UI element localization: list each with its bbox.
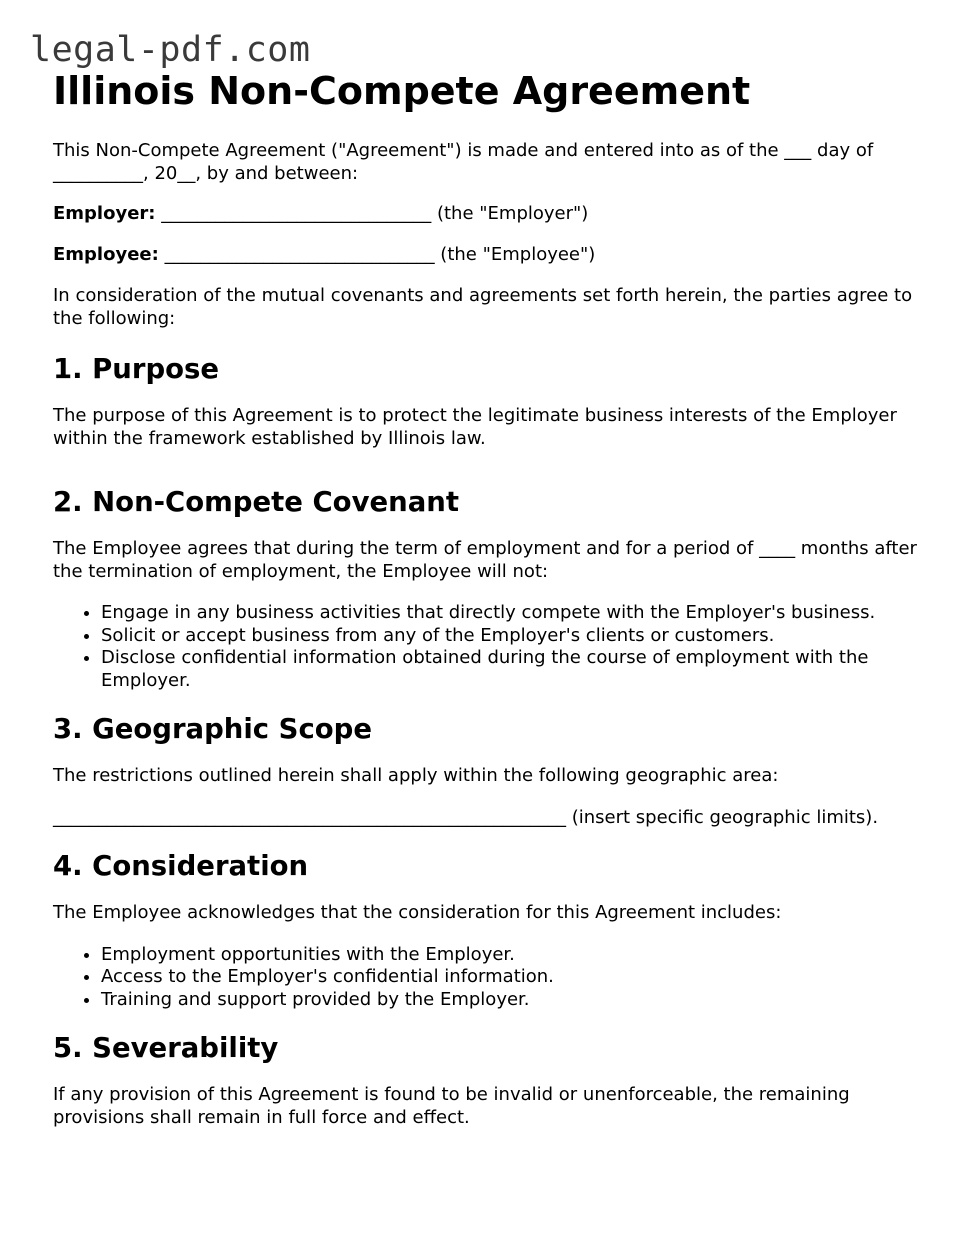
intro-paragraph: This Non-Compete Agreement ("Agreement") is made and entered into as of the ___ day of __________, 20__, by and between: xyxy=(53,140,874,184)
employer-suffix: (the "Employer") xyxy=(436,203,589,224)
section-heading-geographic: 3. Geographic Scope xyxy=(53,713,372,745)
section-body-geographic: The restrictions outlined herein shall apply within the following geographic area: xyxy=(53,765,779,786)
list-item: • Engage in any business activities that directly compete with the Employer's business. xyxy=(101,602,923,625)
document-title: Illinois Non-Compete Agreement xyxy=(53,69,751,113)
list-item: • Solicit or accept business from any of the Employer's clients or customers. xyxy=(101,625,923,648)
list-item: • Employment opportunities with the Employer. xyxy=(101,944,923,967)
section-heading-severability: 5. Severability xyxy=(53,1032,279,1064)
list-item: • Access to the Employer's confidential information. xyxy=(101,966,923,989)
section-heading-purpose: 1. Purpose xyxy=(53,353,220,385)
consideration-intro: In consideration of the mutual covenants and agreements set forth herein, the parties agree to the following: xyxy=(53,285,913,329)
section-heading-non-compete: 2. Non-Compete Covenant xyxy=(53,486,460,518)
document-page xyxy=(53,68,923,1129)
employee-suffix: (the "Employee") xyxy=(440,243,596,265)
employer-line xyxy=(53,203,923,226)
section-body-severability: If any provision of this Agreement is found to be invalid or unenforceable, the remaining provisions shall remain in full force and effect. xyxy=(53,1084,850,1128)
non-compete-list xyxy=(53,602,923,692)
watermark: legal-pdf.com xyxy=(30,30,311,70)
geographic-blank-line: _________________________________________________________ (insert specific geographic limits). xyxy=(53,806,879,828)
section-body-purpose: The purpose of this Agreement is to protect the legitimate business interests of the Employer within the framework established by Illinois law. xyxy=(53,405,897,449)
consideration-list xyxy=(53,944,923,1012)
employer-blank: ______________________________ xyxy=(161,203,432,224)
employee-line xyxy=(53,244,923,267)
section-heading-consideration: 4. Consideration xyxy=(53,850,309,882)
employee-blank: ______________________________ xyxy=(164,243,435,265)
employer-label: Employer: xyxy=(53,203,156,224)
list-item: • Training and support provided by the Employer. xyxy=(101,989,923,1012)
employee-label: Employee: xyxy=(53,243,159,265)
section-body-non-compete: The Employee agrees that during the term of employment and for a period of ____ months after the termination of employment, the Employee will not: xyxy=(53,538,917,582)
section-body-consideration: The Employee acknowledges that the consideration for this Agreement includes: xyxy=(53,902,782,923)
list-item: • Disclose confidential information obtained during the course of employment with the Employer. xyxy=(101,647,923,692)
